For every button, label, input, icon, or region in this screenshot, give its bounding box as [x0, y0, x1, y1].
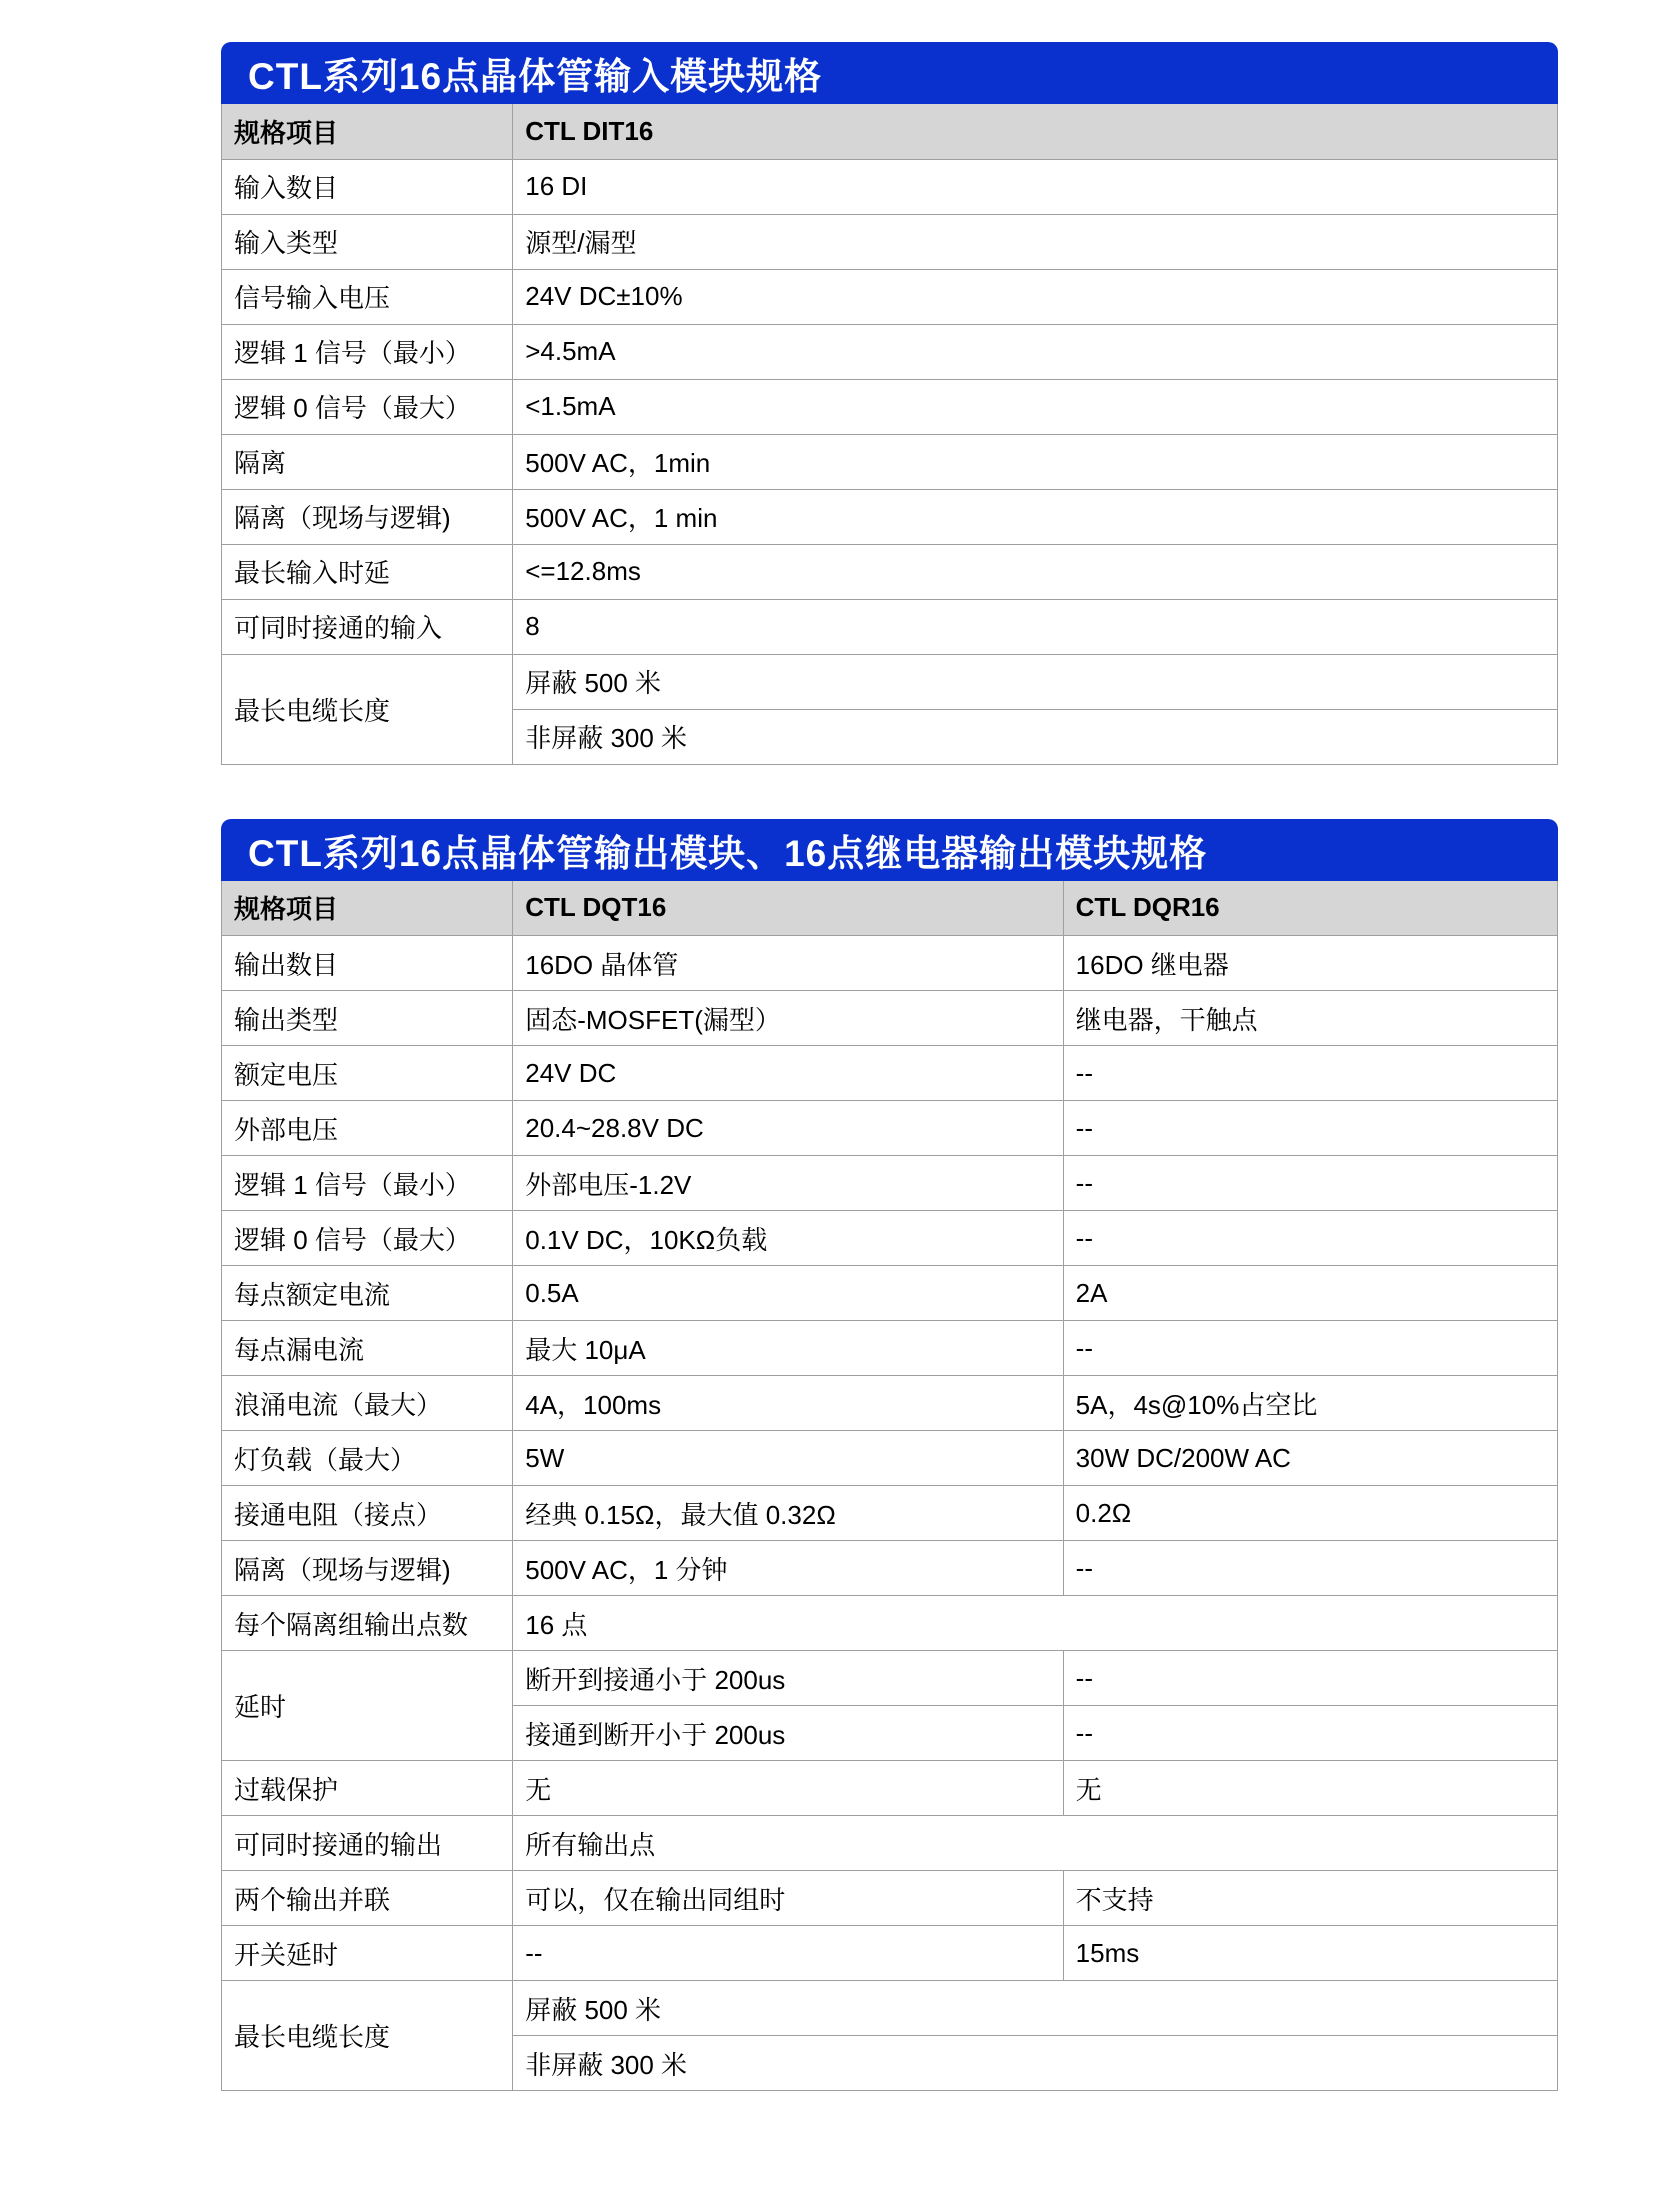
header-row — [222, 881, 1558, 936]
spec-value-cell: 16DO 晶体管 — [513, 936, 1063, 991]
spec-value-cell: 5A，4s@10%占空比 — [1063, 1376, 1557, 1431]
spec-value-cell: 16 DI — [513, 159, 1558, 214]
spec-value-cell: 8 — [513, 599, 1558, 654]
spec-value-cell: -- — [1063, 1706, 1557, 1761]
spec-value-cell: 继电器，干触点 — [1063, 991, 1557, 1046]
table-row — [222, 1321, 1558, 1376]
table-row — [222, 269, 1558, 324]
spec-value-cell: 4A，100ms — [513, 1376, 1063, 1431]
spec-value-cell: -- — [1063, 1541, 1557, 1596]
spec-value-cell: 断开到接通小于 200us — [513, 1651, 1063, 1706]
spec-value-cell: 无 — [513, 1761, 1063, 1816]
table-row — [222, 991, 1558, 1046]
spec-value-cell: >4.5mA — [513, 324, 1558, 379]
table-body — [222, 159, 1558, 764]
spec-value-cell: 无 — [1063, 1761, 1557, 1816]
spec-value-cell: 屏蔽 500 米 — [513, 1981, 1558, 2036]
table-row — [222, 1211, 1558, 1266]
table-header — [222, 881, 1558, 936]
spec-value-cell: 16DO 继电器 — [1063, 936, 1557, 991]
spec-label-cell: 最长电缆长度 — [222, 1981, 513, 2091]
table-row — [222, 1266, 1558, 1321]
table-row — [222, 434, 1558, 489]
spec-value-cell: 5W — [513, 1431, 1063, 1486]
spec-value-cell: 500V AC，1 min — [513, 489, 1558, 544]
spec-value-cell: 20.4~28.8V DC — [513, 1101, 1063, 1156]
spec-value-cell: -- — [1063, 1651, 1557, 1706]
spec-item-header-cell: 规格项目 — [222, 104, 513, 159]
spec-label-cell: 每点漏电流 — [222, 1321, 513, 1376]
header-row — [222, 104, 1558, 159]
spec-item-header-cell: 规格项目 — [222, 881, 513, 936]
spec-value-cell: <=12.8ms — [513, 544, 1558, 599]
table-row — [222, 1101, 1558, 1156]
spec-label-cell: 可同时接通的输出 — [222, 1816, 513, 1871]
spec-label-cell: 最长输入时延 — [222, 544, 513, 599]
table-row — [222, 324, 1558, 379]
spec-value-cell: 经典 0.15Ω，最大值 0.32Ω — [513, 1486, 1063, 1541]
spec-value-cell: 源型/漏型 — [513, 214, 1558, 269]
spec-label-cell: 最长电缆长度 — [222, 654, 513, 764]
table-row — [222, 1376, 1558, 1431]
table-row — [222, 599, 1558, 654]
spec-label-cell: 每点额定电流 — [222, 1266, 513, 1321]
table-row — [222, 1431, 1558, 1486]
spec-value-cell: 0.2Ω — [1063, 1486, 1557, 1541]
spec-value-cell: 500V AC，1 分钟 — [513, 1541, 1063, 1596]
spec-value-cell: 接通到断开小于 200us — [513, 1706, 1063, 1761]
spec-label-cell: 灯负载（最大） — [222, 1431, 513, 1486]
spec-value-cell: 非屏蔽 300 米 — [513, 2036, 1558, 2091]
spec-value-cell: 500V AC，1min — [513, 434, 1558, 489]
spec-value-cell: -- — [1063, 1046, 1557, 1101]
spec-label-cell: 过载保护 — [222, 1761, 513, 1816]
spec-value-cell: -- — [1063, 1321, 1557, 1376]
output-module-title-bar — [221, 819, 1558, 881]
spec-value-cell: 屏蔽 500 米 — [513, 654, 1558, 709]
table-header — [222, 104, 1558, 159]
spec-value-cell: 不支持 — [1063, 1871, 1557, 1926]
spec-value-cell: -- — [1063, 1156, 1557, 1211]
spec-value-cell: 24V DC±10% — [513, 269, 1558, 324]
spec-label-cell: 可同时接通的输入 — [222, 599, 513, 654]
table-body — [222, 936, 1558, 2091]
table-row — [222, 654, 1558, 709]
model-header-cell: CTL DQR16 — [1063, 881, 1557, 936]
spec-value-cell: <1.5mA — [513, 379, 1558, 434]
table-row — [222, 1596, 1558, 1651]
table-row — [222, 936, 1558, 991]
output-module-spec-table — [221, 881, 1558, 2092]
spec-label-cell: 外部电压 — [222, 1101, 513, 1156]
table-row — [222, 1816, 1558, 1871]
model-header-cell: CTL DIT16 — [513, 104, 1558, 159]
spec-value-cell: 0.1V DC，10KΩ负载 — [513, 1211, 1063, 1266]
table-row — [222, 1871, 1558, 1926]
table-title: CTL系列16点晶体管输入模块规格 — [248, 56, 823, 97]
table-row — [222, 214, 1558, 269]
spec-label-cell: 输出类型 — [222, 991, 513, 1046]
model-header-cell: CTL DQT16 — [513, 881, 1063, 936]
spec-label-cell: 逻辑 0 信号（最大） — [222, 1211, 513, 1266]
table-row — [222, 1156, 1558, 1211]
table-title: CTL系列16点晶体管输出模块、16点继电器输出模块规格 — [248, 832, 1208, 874]
spec-value-cell: 最大 10μA — [513, 1321, 1063, 1376]
spec-label-cell: 每个隔离组输出点数 — [222, 1596, 513, 1651]
spec-label-cell: 隔离 — [222, 434, 513, 489]
table-row — [222, 544, 1558, 599]
spec-value-cell: 所有输出点 — [513, 1816, 1558, 1871]
spec-label-cell: 延时 — [222, 1651, 513, 1761]
table-row — [222, 1046, 1558, 1101]
input-module-spec-section — [221, 42, 1558, 765]
spec-label-cell: 信号输入电压 — [222, 269, 513, 324]
spec-label-cell: 隔离（现场与逻辑) — [222, 489, 513, 544]
output-module-spec-section — [221, 819, 1558, 2092]
spec-value-cell: 2A — [1063, 1266, 1557, 1321]
spec-label-cell: 逻辑 1 信号（最小） — [222, 324, 513, 379]
table-row — [222, 1761, 1558, 1816]
spec-label-cell: 输入类型 — [222, 214, 513, 269]
spec-label-cell: 输入数目 — [222, 159, 513, 214]
table-row — [222, 1541, 1558, 1596]
table-row — [222, 1651, 1558, 1706]
table-row — [222, 1981, 1558, 2036]
spec-value-cell: 外部电压-1.2V — [513, 1156, 1063, 1211]
spec-value-cell: 16 点 — [513, 1596, 1558, 1651]
spec-label-cell: 输出数目 — [222, 936, 513, 991]
spec-value-cell: -- — [1063, 1211, 1557, 1266]
spec-value-cell: 15ms — [1063, 1926, 1557, 1981]
spec-label-cell: 逻辑 1 信号（最小） — [222, 1156, 513, 1211]
table-row — [222, 379, 1558, 434]
input-module-title-bar — [221, 42, 1558, 104]
spec-value-cell: 24V DC — [513, 1046, 1063, 1101]
table-row — [222, 159, 1558, 214]
spec-value-cell: -- — [513, 1926, 1063, 1981]
spec-label-cell: 浪涌电流（最大） — [222, 1376, 513, 1431]
spec-label-cell: 两个输出并联 — [222, 1871, 513, 1926]
spec-value-cell: -- — [1063, 1101, 1557, 1156]
spec-label-cell: 开关延时 — [222, 1926, 513, 1981]
spec-label-cell: 接通电阻（接点） — [222, 1486, 513, 1541]
spec-value-cell: 可以，仅在输出同组时 — [513, 1871, 1063, 1926]
spec-value-cell: 0.5A — [513, 1266, 1063, 1321]
table-row — [222, 489, 1558, 544]
table-row — [222, 1926, 1558, 1981]
table-row — [222, 1486, 1558, 1541]
spec-label-cell: 逻辑 0 信号（最大） — [222, 379, 513, 434]
input-module-spec-table — [221, 104, 1558, 765]
document-content — [221, 42, 1558, 2091]
spec-label-cell: 隔离（现场与逻辑) — [222, 1541, 513, 1596]
spec-value-cell: 固态-MOSFET(漏型） — [513, 991, 1063, 1046]
spec-value-cell: 非屏蔽 300 米 — [513, 709, 1558, 764]
spec-value-cell: 30W DC/200W AC — [1063, 1431, 1557, 1486]
spec-label-cell: 额定电压 — [222, 1046, 513, 1101]
